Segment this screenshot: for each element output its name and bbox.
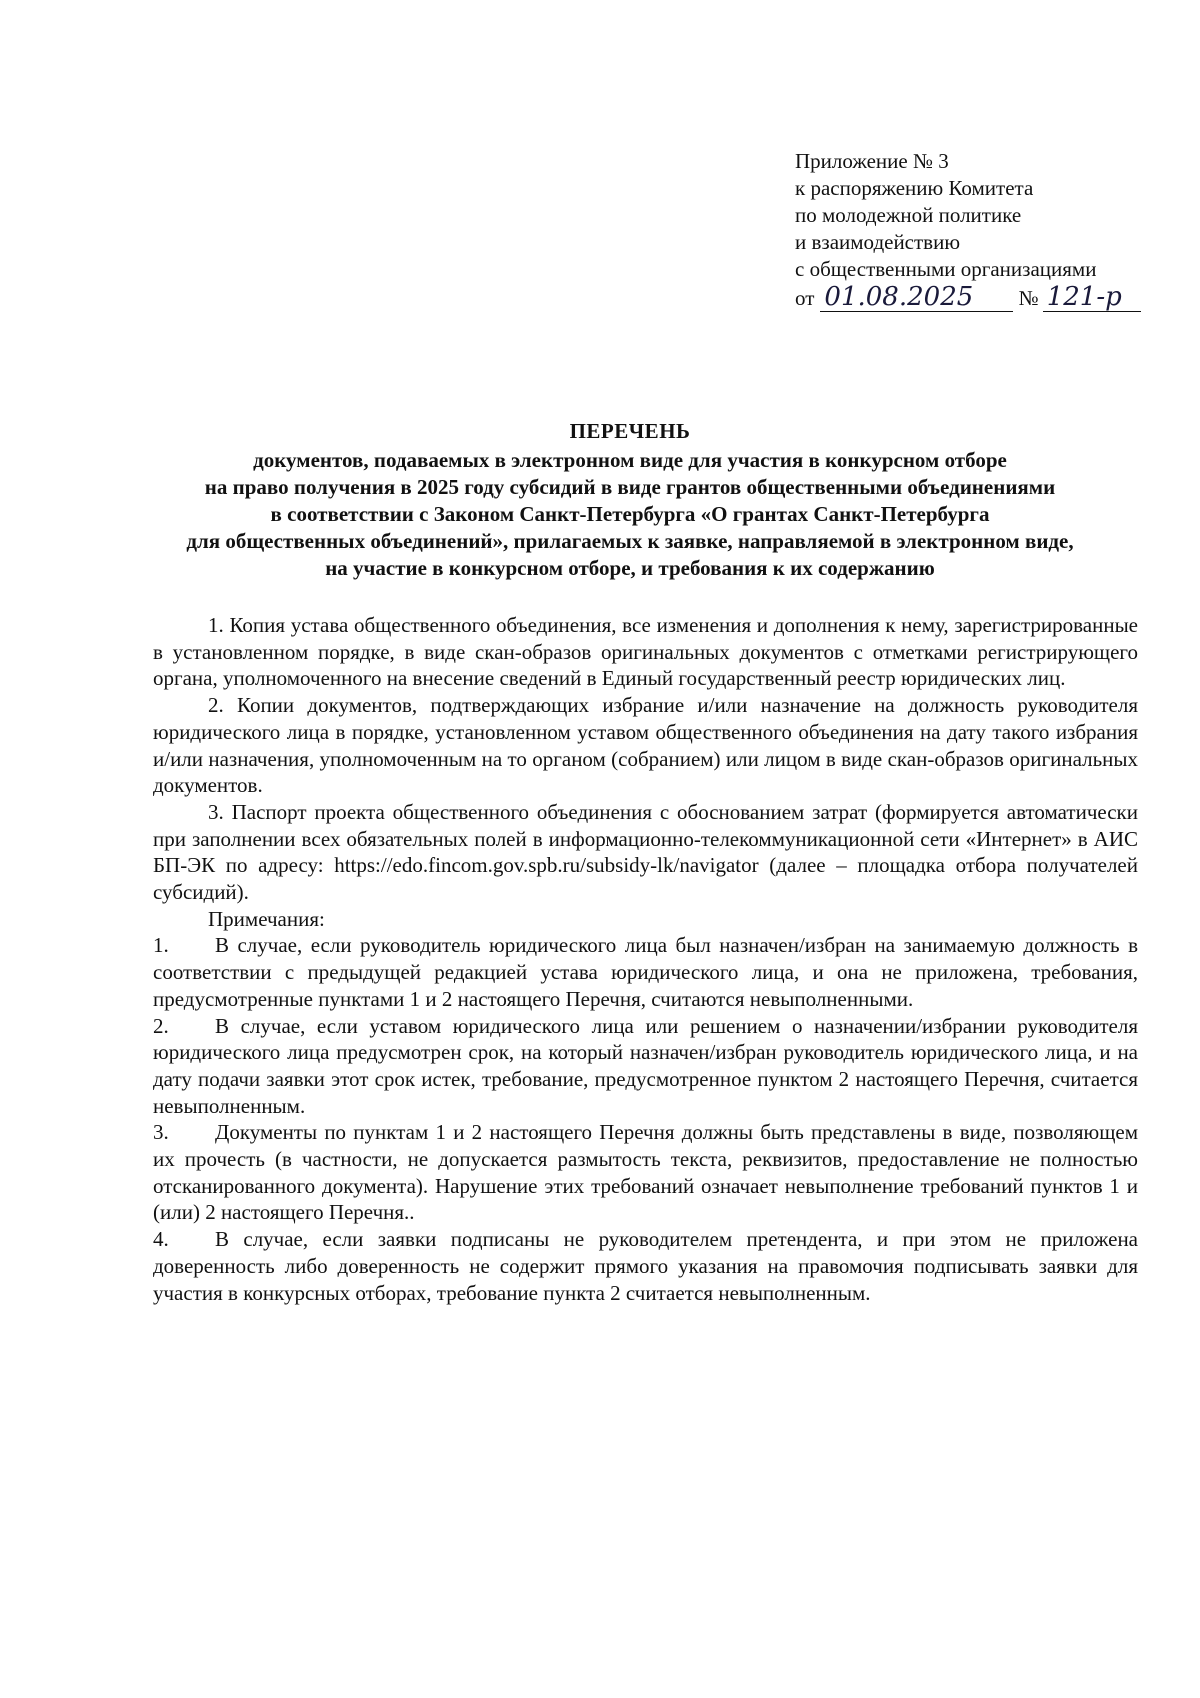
note-text: В случае, если заявки подписаны не руководителем претендента, и при этом не приложена доверенность либо доверенность не содержит прямого указания на правомочия подписывать заявки для участия в конкурсных отборах, требование пункта 2 считается невыполненным. [153, 1227, 1138, 1305]
title-line: на участие в конкурсном отборе, и требования к их содержанию [325, 556, 935, 580]
note-number: 2. [153, 1013, 169, 1038]
appendix-line: с общественными организациями [795, 257, 1097, 281]
note-number: 1. [153, 933, 169, 958]
appendix-header [795, 148, 1165, 317]
appendix-line: и взаимодействию [795, 230, 961, 254]
appendix-line: к распоряжению Комитета [795, 176, 1034, 200]
document-body [153, 612, 1138, 1306]
list-item: 1. Копия устава общественного объединения, все изменения и дополнения к нему, зарегистрированные в установленном порядке, в виде скан-образов оригинальных документов с отметками регистрирующего органа, уполномоченного на внесение сведений в Единый государственный реестр юридических лиц. [153, 613, 1138, 691]
note-number: 3. [153, 1120, 169, 1145]
note-number: 4. [153, 1227, 169, 1252]
handwritten-number: 121-р [1043, 283, 1141, 312]
appendix-line: Приложение № 3 [795, 149, 949, 173]
note-item [153, 932, 1138, 1012]
title-line: в соответствии с Законом Санкт-Петербурга «О грантах Санкт-Петербурга [270, 502, 990, 526]
note-item [153, 1226, 1138, 1306]
list-item: 3. Паспорт проекта общественного объединения с обоснованием затрат (формируется автоматически при заполнении всех обязательных полей в информационно-телекоммуникационной сети «Интернет» в АИС БП-ЭК по адресу: https://edo.fincom.gov.spb.ru/subsidy-lk/navigator (далее – площадка отбора получателей субсидий). [153, 799, 1138, 905]
page-title: ПЕРЕЧЕНЬ [569, 419, 691, 443]
order-date-number [795, 283, 1165, 317]
note-item [153, 1013, 1138, 1120]
notes-heading: Примечания: [208, 906, 325, 931]
note-text: В случае, если уставом юридического лица или решением о назначении/избрании руководителя юридического лица предусмотрен срок, на который назначен/избран руководитель юридического лица, и на дату подачи заявки этот срок истек, требование, предусмотренное пунктом 2 настоящего Перечня, считается невыполненным. [153, 1013, 1138, 1118]
note-text: В случае, если руководитель юридического лица был назначен/избран на занимаемую должность в соответствии с предыдущей редакцией устава юридического лица, и она не приложена, требования, предусмотренные пунктами 1 и 2 настоящего Перечня, считаются невыполненными. [153, 933, 1138, 1011]
handwritten-date: 01.08.2025 [820, 283, 1013, 312]
document-title [110, 418, 1150, 582]
from-label: от [795, 286, 815, 310]
note-item [153, 1119, 1138, 1226]
appendix-line: по молодежной политике [795, 203, 1022, 227]
number-label: № [1018, 286, 1039, 310]
note-text: Документы по пунктам 1 и 2 настоящего Перечня должны быть представлены в виде, позволяющем их прочесть (в частности, не допускается размытость текста, реквизитов, предоставление не полностью отсканированного документа). Нарушение этих требований означает невыполнение требований пунктов 1 и (или) 2 настоящего Перечня.. [153, 1120, 1138, 1225]
list-item: 2. Копии документов, подтверждающих избрание и/или назначение на должность руководителя юридического лица в порядке, установленном уставом общественного объединения на дату такого избрания и/или назначения, уполномоченным на то органом (собранием) или лицом в виде скан-образов оригинальных документов. [153, 693, 1138, 798]
title-line: для общественных объединений», прилагаемых к заявке, направляемой в электронном виде, [186, 529, 1074, 553]
title-line: документов, подаваемых в электронном виде для участия в конкурсном отборе [253, 448, 1007, 472]
title-line: на право получения в 2025 году субсидий в виде грантов общественными объединениями [204, 475, 1056, 499]
